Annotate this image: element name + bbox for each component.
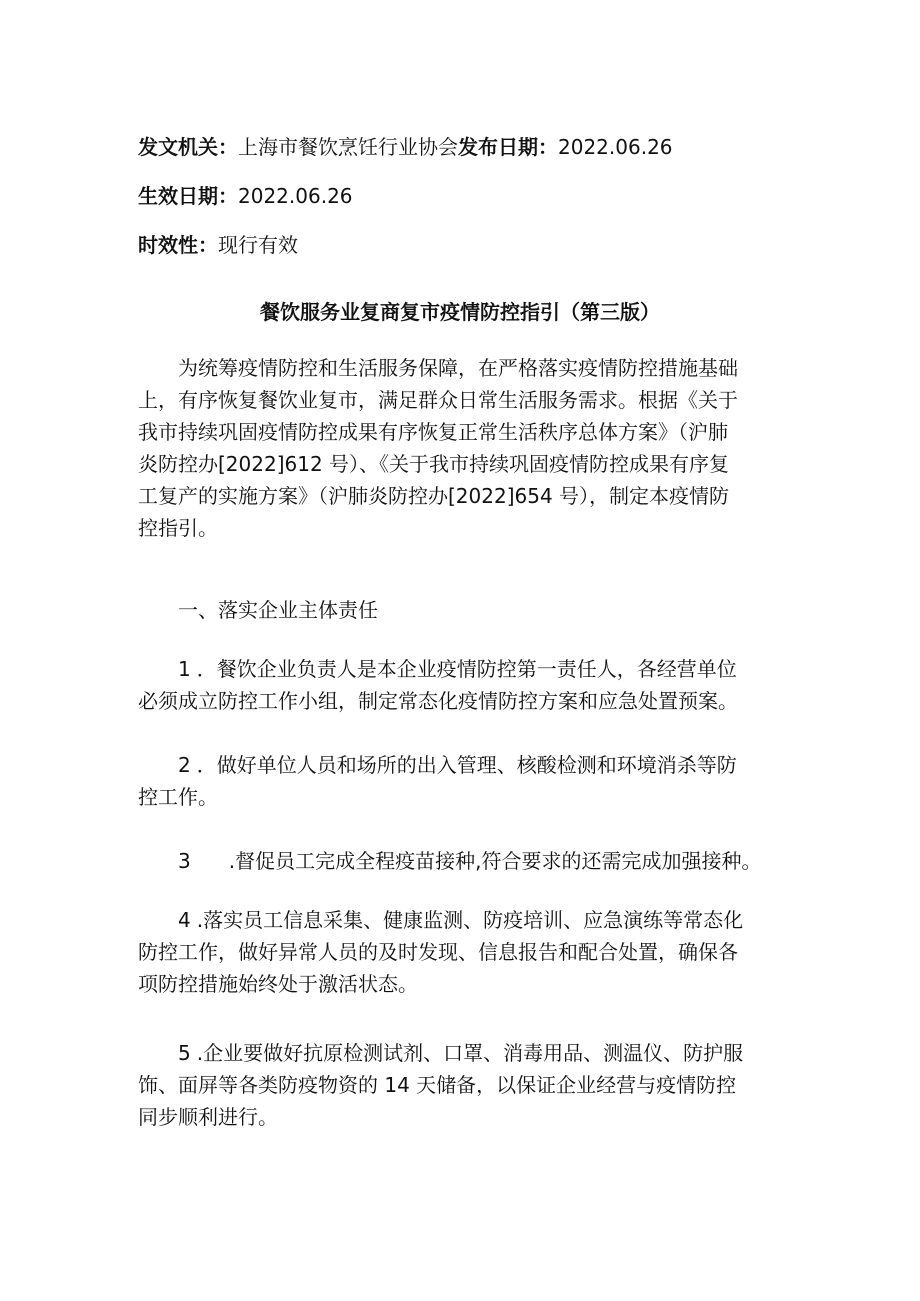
effective-date-value: 2022.06.26 [238, 184, 353, 208]
list-item [138, 653, 798, 717]
item-4-line: 防控工作，做好异常人员的及时发现、信息报告和配合处置，确保各 [138, 940, 738, 964]
item-5-line: 同步顺利进行。 [138, 1105, 278, 1129]
list-item [138, 1037, 798, 1133]
intro-line: 工复产的实施方案》（沪肺炎防控办[2022]654 号），制定本疫情防 [138, 484, 730, 508]
status-value: 现行有效 [218, 233, 298, 257]
intro-line: 我市持续巩固疫情防控成果有序恢复正常生活秩序总体方案》（沪肺 [138, 420, 728, 444]
list-item [138, 749, 798, 813]
issuer-label: 发文机关： [138, 135, 238, 159]
item-number: 4 [178, 908, 191, 932]
intro-paragraph [138, 352, 798, 544]
item-1-line: 必须成立防控工作小组，制定常态化疫情防控方案和应急处置预案。 [138, 689, 738, 713]
section-1-heading: 一、落实企业主体责任 [178, 598, 378, 622]
item-number: 2 [178, 753, 191, 777]
item-number: 1 [178, 657, 191, 681]
item-2-line: 控工作。 [138, 785, 218, 809]
status-label: 时效性： [138, 233, 218, 257]
meta-issuer-row [138, 133, 673, 161]
item-5-line [138, 1037, 798, 1069]
item-text: .督促员工完成全程疫苗接种,符合要求的还需完成加强接种。 [228, 849, 762, 873]
item-number: 5 [178, 1041, 191, 1065]
item-number: 3 [178, 849, 191, 873]
meta-status-row [138, 231, 298, 259]
item-4-line [138, 904, 798, 936]
effective-date-label: 生效日期： [138, 184, 238, 208]
item-text: .企业要做好抗原检测试剂、口罩、消毒用品、测温仪、防护服 [196, 1041, 744, 1065]
publish-date-label: 发布日期： [458, 135, 558, 159]
meta-effective-row [138, 182, 353, 210]
item-1-line [138, 653, 798, 685]
list-item [138, 845, 798, 877]
intro-line: 上，有序恢复餐饮业复市，满足群众日常生活服务需求。根据《关于 [138, 388, 738, 412]
publish-date-value: 2022.06.26 [558, 135, 673, 159]
item-4-line: 项防控措施始终处于激活状态。 [138, 972, 418, 996]
intro-line: 炎防控办[2022]612 号）、《关于我市持续巩固疫情防控成果有序复 [138, 452, 730, 476]
issuer-value: 上海市餐饮烹饪行业协会 [238, 135, 458, 159]
item-5-line: 饰、面屏等各类防疫物资的 14 天储备，以保证企业经营与疫情防控 [138, 1073, 737, 1097]
document-title: 餐饮服务业复商复市疫情防控指引（第三版） [260, 300, 660, 324]
item-3-line [138, 845, 798, 877]
item-text: .落实员工信息采集、健康监测、防疫培训、应急演练等常态化 [196, 908, 744, 932]
intro-line: 控指引。 [138, 516, 218, 540]
item-text: ．做好单位人员和场所的出入管理、核酸检测和环境消杀等防 [196, 753, 737, 777]
section-heading [138, 594, 798, 626]
item-text: ．餐饮企业负责人是本企业疫情防控第一责任人，各经营单位 [196, 657, 737, 681]
list-item [138, 904, 798, 1000]
intro-line: 为统筹疫情防控和生活服务保障，在严格落实疫情防控措施基础 [178, 356, 738, 380]
item-2-line [138, 749, 798, 781]
